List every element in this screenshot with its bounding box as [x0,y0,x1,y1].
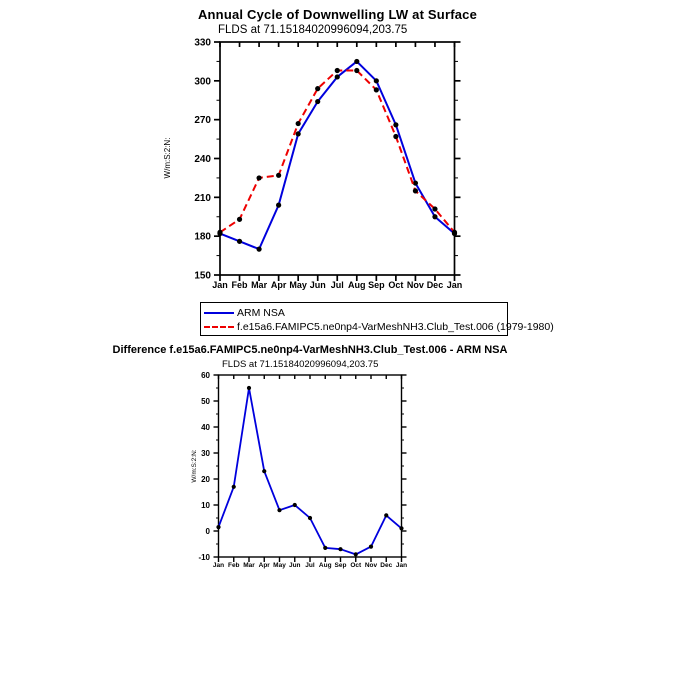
data-point-marker [323,546,327,550]
data-point-marker [393,122,398,127]
data-point-marker [256,175,261,180]
x-tick-label: Jan [212,280,228,290]
data-point-marker [276,203,281,208]
red-dashed-line-sample [204,326,234,328]
data-point-marker [399,526,403,530]
data-point-marker [296,131,301,136]
x-tick-label: Aug [348,280,366,290]
data-point-marker [354,59,359,64]
x-tick-label: Oct [388,280,404,290]
x-tick-label: Jan [212,562,225,569]
series-line [220,70,455,232]
y-tick-label: 10 [201,500,210,510]
data-point-marker [232,485,236,489]
data-point-marker [354,68,359,73]
page-title: Annual Cycle of Downwelling LW at Surface [197,7,478,22]
data-point-marker [354,552,358,556]
x-tick-label: Dec [426,280,444,290]
data-point-marker [335,74,340,79]
y-tick-label: 50 [201,396,210,406]
x-tick-label: Mar [243,562,255,569]
x-tick-label: Jan [446,280,463,290]
y-tick-label: -10 [198,552,210,562]
y-axis-label: W/m:S:2:N: [163,137,172,179]
series-line [220,61,455,249]
x-tick-label: May [289,280,307,290]
legend-label: ARM NSA [237,307,285,319]
y-tick-label: 210 [194,192,211,204]
data-point-marker [315,99,320,104]
x-tick-label: Apr [258,562,270,569]
legend-label: f.e15a6.FAMIPC5.ne0np4-VarMeshNH3.Club_Test.006 (1979-1980) [237,321,554,333]
y-tick-label: 330 [194,37,211,49]
y-tick-label: 240 [194,154,211,165]
data-point-marker [256,247,261,252]
data-point-marker [315,86,320,91]
y-tick-label: 300 [194,76,211,88]
legend-entry-model [204,320,554,334]
y-tick-label: 0 [205,526,210,536]
x-tick-label: Feb [231,280,248,290]
data-point-marker [432,206,437,211]
data-point-marker [237,217,242,222]
x-tick-label: Jun [309,280,326,290]
blue-solid-line-sample [204,312,234,314]
data-point-marker [293,503,297,507]
data-point-marker [237,239,242,244]
y-tick-label: 40 [201,422,210,432]
series-line [219,388,402,554]
x-tick-label: May [273,562,286,569]
data-point-marker [374,78,379,83]
legend-entry-arm-nsa [204,306,285,320]
x-tick-label: Aug [318,562,332,569]
legend [200,302,554,336]
y-tick-label: 60 [201,370,210,380]
y-axis-label: W/m:S:2:N: [191,449,198,483]
data-point-marker [262,469,266,473]
y-tick-label: 150 [194,270,211,282]
data-point-marker [335,68,340,73]
page-subtitle: FLDS at 71.15184020996094,203.75 [218,24,408,36]
data-point-marker [308,516,312,520]
difference-chart-subtitle: FLDS at 71.15184020996094,203.75 [222,359,379,370]
x-tick-label: Sep [368,280,385,290]
data-point-marker [393,134,398,139]
data-point-marker [413,188,418,193]
data-point-marker [452,230,457,235]
data-point-marker [247,386,251,390]
data-point-marker [432,214,437,219]
y-tick-label: 180 [194,231,211,243]
x-tick-label: Jul [330,280,344,290]
data-point-marker [277,508,281,512]
x-tick-label: Jul [305,562,315,569]
data-point-marker [374,87,379,92]
x-tick-label: Nov [406,280,424,290]
difference-chart-title: Difference f.e15a6.FAMIPC5.ne0np4-VarMeshNH3.Club_Test.006 - ARM NSA [112,344,508,356]
x-tick-label: Apr [270,280,287,290]
data-point-marker [217,230,222,235]
y-tick-label: 20 [201,474,210,484]
data-point-marker [338,547,342,551]
x-tick-label: Oct [350,562,362,569]
x-tick-label: Jun [288,562,301,569]
x-tick-label: Dec [380,562,393,569]
x-tick-label: Nov [364,562,378,569]
y-tick-label: 30 [201,448,210,458]
y-tick-label: 270 [194,115,211,127]
x-tick-label: Jan [395,562,408,569]
data-point-marker [216,525,220,529]
x-tick-label: Feb [227,562,240,569]
data-point-marker [384,513,388,517]
data-point-marker [369,545,373,549]
data-point-marker [296,121,301,126]
x-tick-label: Mar [251,280,268,290]
x-tick-label: Sep [334,562,347,569]
data-point-marker [276,173,281,178]
